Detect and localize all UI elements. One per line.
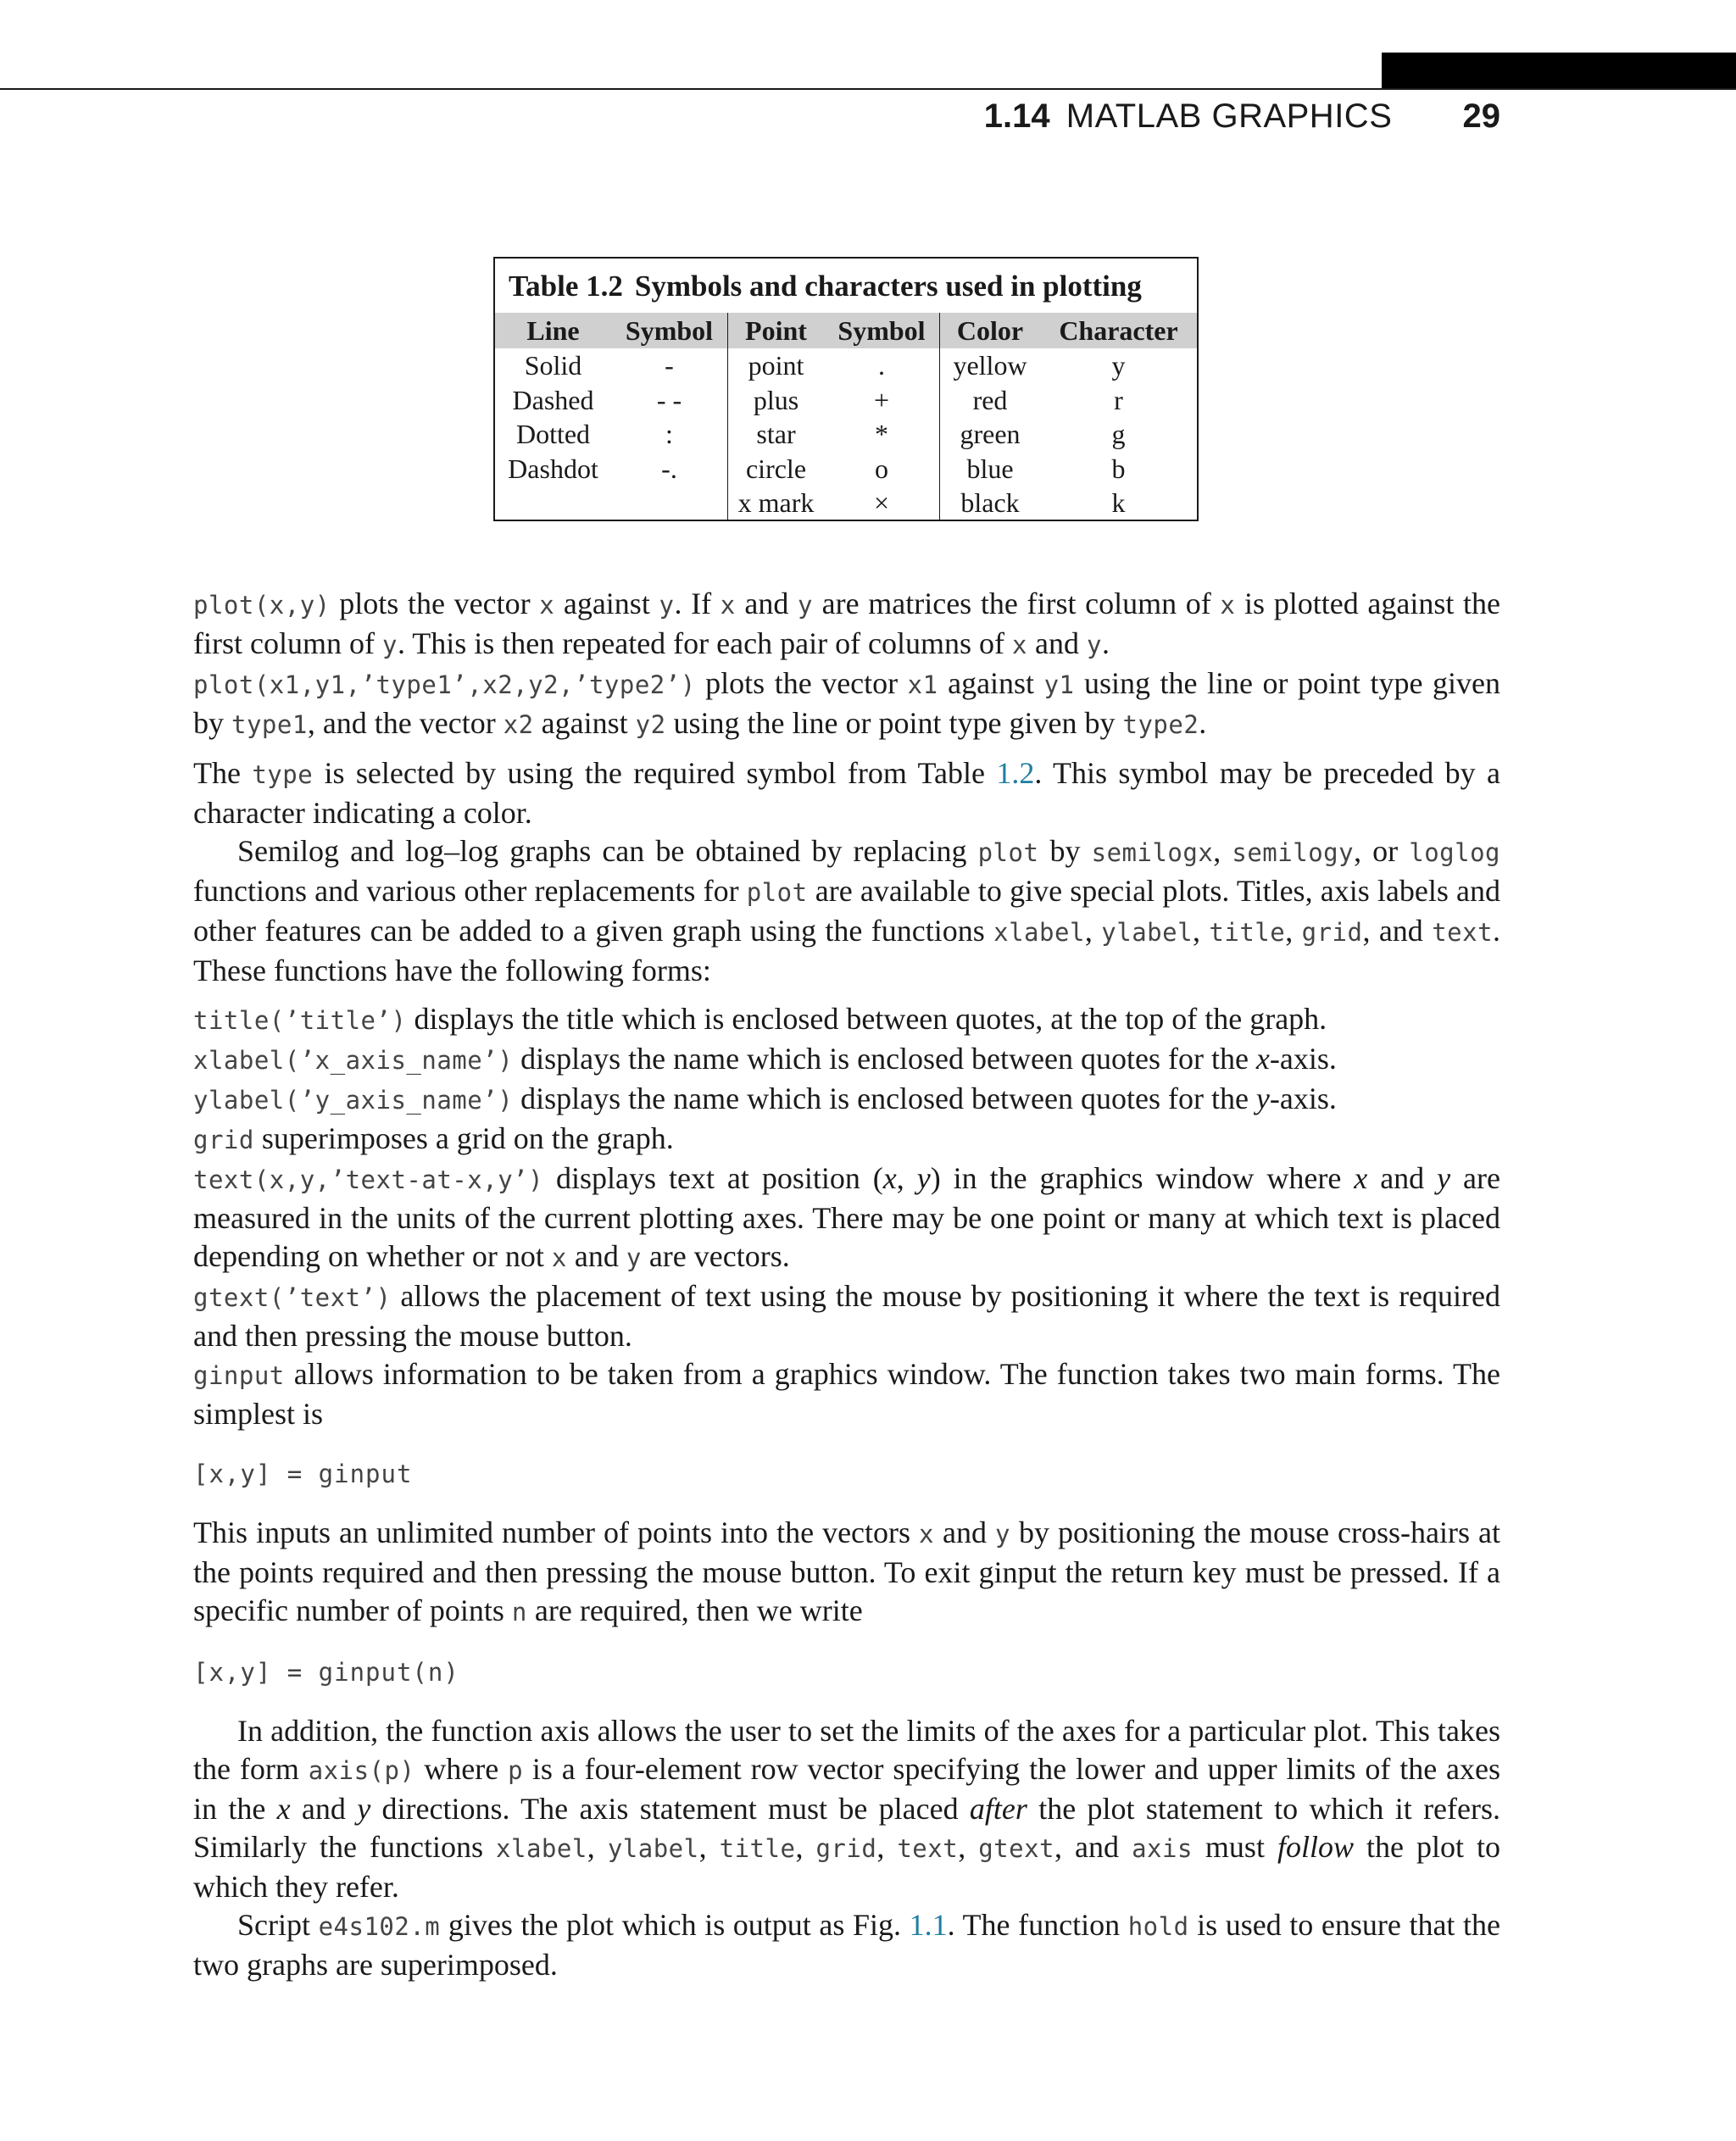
table-cell: - bbox=[665, 350, 674, 381]
table-cell: o bbox=[875, 453, 888, 484]
table-cell: yellow bbox=[940, 348, 1041, 383]
table-cell: Solid bbox=[524, 350, 582, 381]
table-caption: Table 1.2 Symbols and characters used in plotting bbox=[509, 270, 1142, 303]
table-cell: plus bbox=[728, 383, 825, 418]
table-cell: circle bbox=[728, 452, 825, 487]
page-number: 29 bbox=[1462, 97, 1500, 135]
table-row bbox=[495, 348, 1197, 383]
paragraph-type: The type is selected by using the required symbol from Table 1.2. This symbol may be preceded by a character indicating a color. bbox=[193, 756, 1500, 830]
paragraph-grid: grid superimposes a grid on the graph. bbox=[193, 1121, 674, 1155]
paragraph-script: Script e4s102.m gives the plot which is output as Fig. 1.1. The function hold is used to ensure that the two graphs are superimposed. bbox=[193, 1908, 1501, 1982]
table-cell bbox=[495, 486, 611, 520]
table-cell: + bbox=[873, 384, 890, 415]
paragraph-text: text(x,y,’text-at-x,y’) displays text at position (x, y) in the graphics window where x and y are measured in the units of the current plotting axes. There may be one point or many at which text is placed depending on whether or not x and y are vectors. bbox=[193, 1161, 1501, 1273]
table-cell: Dashdot bbox=[508, 453, 598, 484]
symbols-table bbox=[493, 257, 1199, 521]
paragraph-plot-xy: plot(x,y) plots the vector x against y. If x and y are matrices the first column of x is plotted against the first column of y. This is then repeated for each pair of columns of x and y. bbox=[193, 587, 1500, 660]
table-cell: red bbox=[940, 383, 1041, 418]
table-header: Symbol bbox=[824, 313, 940, 348]
table-cell: black bbox=[940, 486, 1041, 520]
table-cell: Dashed bbox=[512, 384, 594, 415]
code-ginput-n: [x,y] = ginput(n) bbox=[193, 1658, 459, 1687]
table-cell: r bbox=[1114, 384, 1123, 415]
table-cell: y bbox=[1111, 350, 1126, 381]
symbols-table-grid bbox=[495, 313, 1197, 520]
header-rule bbox=[0, 88, 1736, 90]
table-header: Color bbox=[940, 313, 1041, 348]
table-cell: x mark bbox=[728, 486, 825, 520]
paragraph-xlabel: xlabel(’x_axis_name’) displays the name which is enclosed between quotes for the x-axis. bbox=[193, 1042, 1337, 1076]
paragraph-axis: In addition, the function axis allows the user to set the limits of the axes for a particular plot. This takes the form axis(p) where p is a four-element row vector specifying the lower and upper limits of the axes in the x and y directions. The axis statement must be placed after the plot statement to which it refers. Similarly the functions xlabel, ylabel, title, grid, text, gtext, and axis must follow the plot to which they refer. bbox=[193, 1714, 1501, 1904]
paragraph-gtext: gtext(’text’) allows the placement of text using the mouse by positioning it where the text is required and then pressing the mouse button. bbox=[193, 1279, 1500, 1353]
paragraph-ylabel: ylabel(’y_axis_name’) displays the name which is enclosed between quotes for the y-axis. bbox=[193, 1082, 1337, 1115]
table-cell: blue bbox=[940, 452, 1041, 487]
table-cell: : bbox=[665, 419, 673, 450]
table-cell: . bbox=[878, 350, 885, 381]
paragraph-semilog: Semilog and log–log graphs can be obtained by replacing plot by semilogx, semilogy, or loglog functions and various other replacements for plot are available to give special plots. Titles, axis labels and other features can be added to a given graph using the functions xlabel, ylabel, title, grid, and text. These functions have the following forms: bbox=[193, 834, 1501, 987]
table-cell bbox=[611, 486, 728, 520]
table-cell: k bbox=[1111, 487, 1126, 519]
section-title: MATLAB GRAPHICS bbox=[1066, 97, 1393, 135]
figure-reference-link[interactable]: 1.1 bbox=[909, 1908, 948, 1942]
paragraph-ginput-explain: This inputs an unlimited number of points into the vectors x and y by positioning the mouse cross-hairs at the points required and then pressing the mouse button. To exit ginput the return key must be pressed. If a specific number of points n are required, then we write bbox=[193, 1515, 1501, 1627]
table-header-row bbox=[495, 313, 1197, 348]
paragraph-ginput: ginput allows information to be taken from a graphics window. The function takes two main forms. The simplest is bbox=[193, 1357, 1500, 1431]
table-row bbox=[495, 417, 1197, 452]
table-cell: b bbox=[1111, 453, 1126, 484]
table-cell: Dotted bbox=[515, 419, 591, 450]
table-cell: point bbox=[728, 348, 825, 383]
table-header: Line bbox=[495, 313, 611, 348]
table-cell: -. bbox=[661, 453, 677, 484]
table-header: Point bbox=[728, 313, 825, 348]
running-head bbox=[984, 95, 1500, 137]
paragraph-title: title(’title’) displays the title which is enclosed between quotes, at the top of the graph. bbox=[193, 1002, 1327, 1036]
table-reference-link[interactable]: 1.2 bbox=[996, 756, 1035, 790]
table-row bbox=[495, 486, 1197, 520]
body-text bbox=[193, 585, 1500, 1984]
table-cell: - - bbox=[656, 384, 682, 415]
table-header: Symbol bbox=[611, 313, 728, 348]
code-ginput: [x,y] = ginput bbox=[193, 1460, 413, 1488]
table-cell: g bbox=[1111, 419, 1126, 450]
table-cell: star bbox=[728, 417, 825, 452]
table-cell: × bbox=[873, 487, 890, 519]
header-bar bbox=[1382, 53, 1736, 90]
section-number: 1.14 bbox=[983, 97, 1050, 135]
table-cell: * bbox=[875, 419, 888, 450]
table-row bbox=[495, 383, 1197, 418]
paragraph-plot-multi: plot(x1,y1,’type1’,x2,y2,’type2’) plots the vector x1 against y1 using the line or point type given by type1, and the vector x2 against y2 using the line or point type given by type2. bbox=[193, 666, 1500, 740]
table-cell: green bbox=[940, 417, 1041, 452]
table-header: Character bbox=[1040, 313, 1197, 348]
table-row bbox=[495, 452, 1197, 487]
